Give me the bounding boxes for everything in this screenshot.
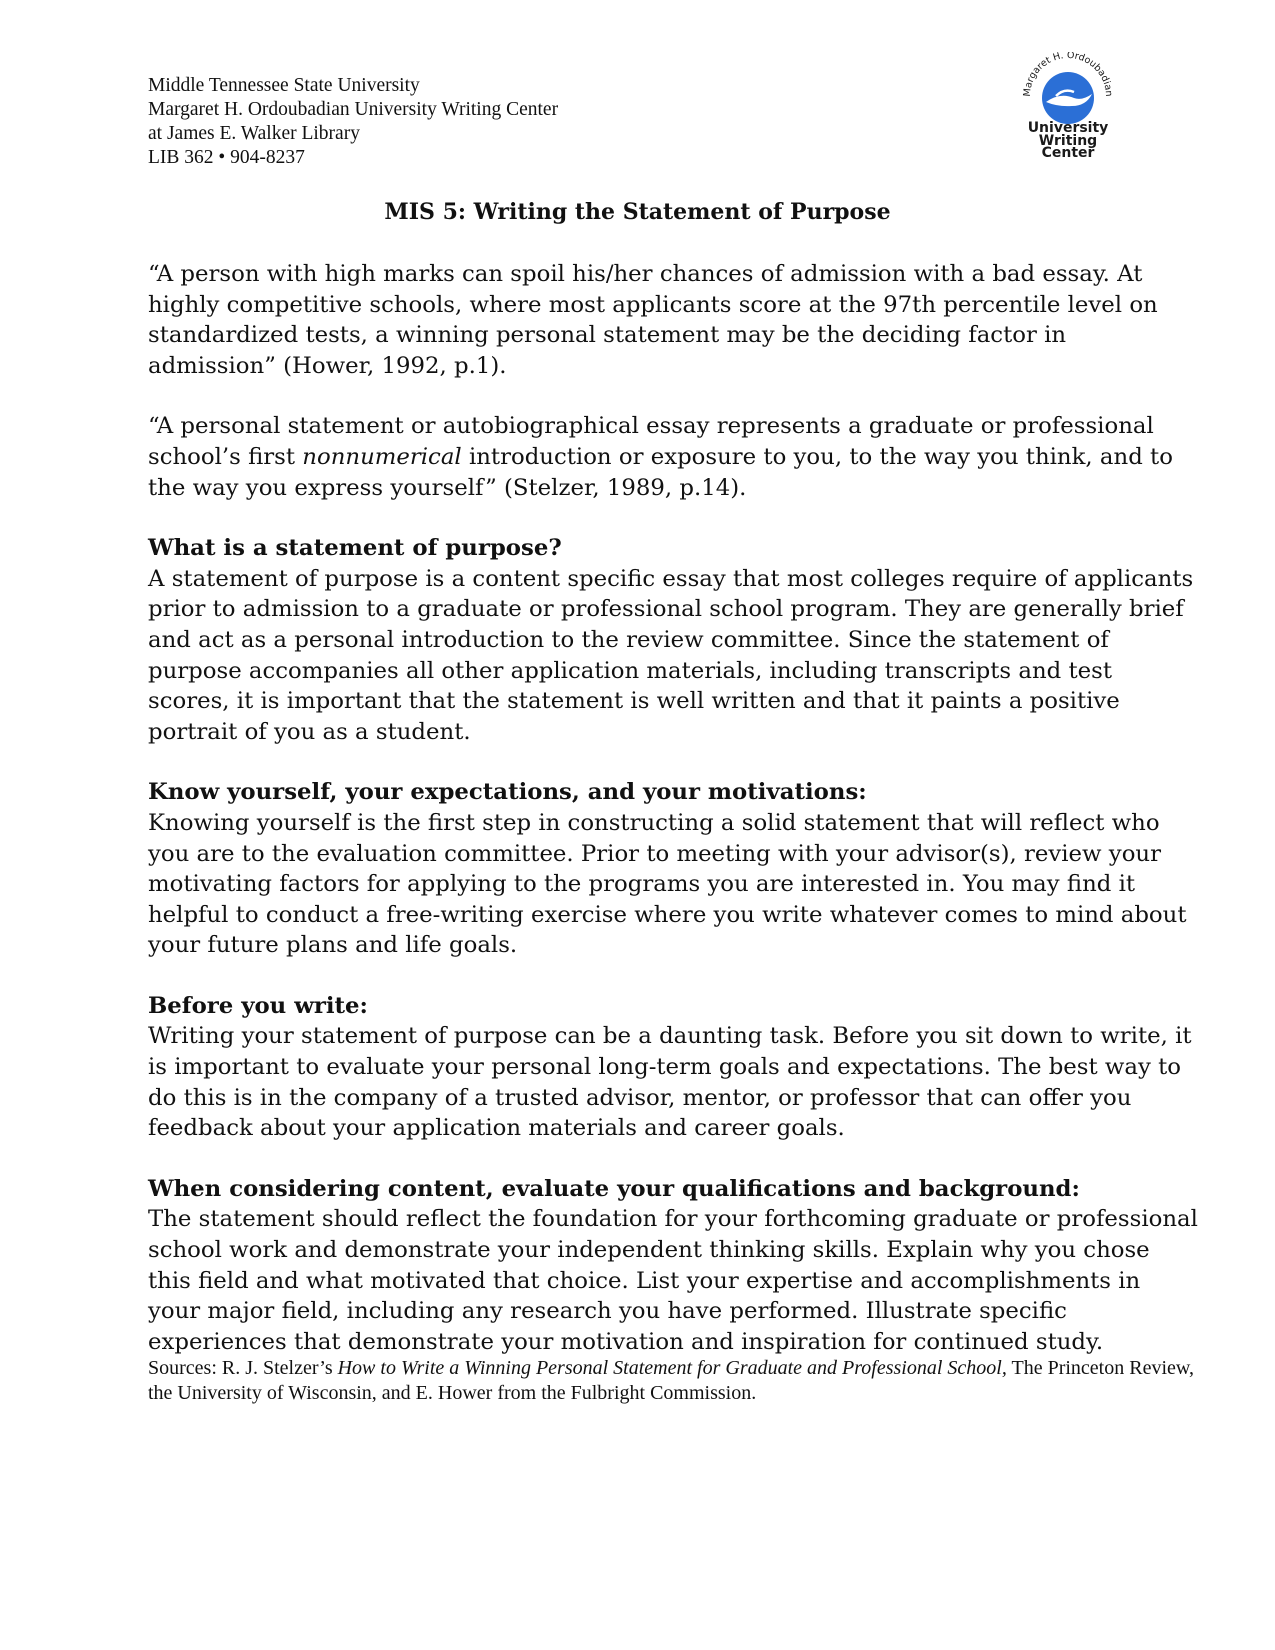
sources-text-end: The Princeton Review, the University of Wisconsin, and E. Hower from the Fulbright Commission. — [148, 1357, 1195, 1404]
writing-center-logo — [1016, 52, 1120, 164]
opening-quote-hower: “A person with high marks can spoil his/her chances of admission with a bad essay. At highly competitive schools, where most applicants score at the 97th percentile level on standardized tests, a winning personal statement may be the deciding factor in admission” (Hower, 1992, p.1). — [148, 261, 1158, 379]
sources-text-start: Sources: R. J. Stelzer’s — [148, 1357, 338, 1379]
opening-quote-stelzer — [148, 411, 1198, 503]
logo-arc-text: Margaret H. Ordoubadian — [1021, 52, 1115, 97]
section-text: A statement of purpose is a content specific essay that most colleges require of applicants prior to admission to a graduate or professional school program. They are generally brief and act as a personal introduction to the review committee. Since the statement of purpose accompanies all other application materials, including transcripts and test scores, it is important that the statement is well written and that it paints a positive portrait of you as a student. — [148, 565, 1194, 745]
logo-word-university: University — [1027, 120, 1109, 136]
section-what-is — [148, 533, 1198, 747]
sources-book-title: How to Write a Winning Personal Statement for Graduate and Professional School, — [337, 1357, 1007, 1379]
letterhead — [148, 74, 558, 170]
section-text: Knowing yourself is the first step in constructing a solid statement that will reflect who you are to the evaluation committee. Prior to meeting with your advisor(s), review your motivating factors for applying to the programs you are interested in. You may find it helpful to conduct a free-writing exercise where you write whatever comes to mind about your future plans and life goals. — [148, 809, 1187, 959]
letterhead-room-phone: LIB 362 • 904-8237 — [148, 147, 305, 168]
section-heading: Before you write: — [148, 992, 368, 1019]
section-text: The statement should reflect the foundation for your forthcoming graduate or professional school work and demonstrate your independent thinking skills. Explain why you chose this field and what motivated that choice. List your expertise and accomplishments in your major field, including any research you have performed. Illustrate specific experiences that demonstrate your motivation and inspiration for continued study. — [148, 1206, 1198, 1355]
section-content — [148, 1174, 1198, 1358]
section-know-yourself — [148, 777, 1198, 961]
section-text: Writing your statement of purpose can be a daunting task. Before you sit down to write, it is important to evaluate your personal long-term goals and expectations. The best way to do this is in the company of a trusted advisor, mentor, or professor that can offer you feedback about your application materials and career goals. — [148, 1023, 1192, 1142]
letterhead-center: Margaret H. Ordoubadian University Writing Center — [148, 99, 559, 120]
logo-emblem-icon — [1016, 52, 1120, 124]
document-body — [148, 259, 1198, 1387]
letterhead-university: Middle Tennessee State University — [148, 75, 420, 96]
quote2-text-start: “A personal statement or autobiographical essay represents a graduate or professional school’s first — [148, 413, 1154, 470]
logo-word-writing: Writing — [1038, 132, 1098, 149]
quote2-emphasis: nonnumerical — [302, 443, 462, 470]
sources-note — [148, 1356, 1208, 1406]
section-heading: When considering content, evaluate your qualifications and background: — [148, 1175, 1080, 1202]
logo-word-center: Center — [1041, 145, 1095, 161]
section-heading: Know yourself, your expectations, and your motivations: — [148, 779, 867, 806]
section-before-write — [148, 991, 1198, 1144]
logo-wordmark — [1016, 122, 1120, 160]
section-heading: What is a statement of purpose? — [148, 535, 562, 562]
letterhead-library: at James E. Walker Library — [148, 123, 360, 144]
document-title: MIS 5: Writing the Statement of Purpose — [384, 199, 891, 225]
quote2-text-end: introduction or exposure to you, to the way you think, and to the way you express yourself” (Stelzer, 1989, p.14). — [148, 443, 1173, 501]
